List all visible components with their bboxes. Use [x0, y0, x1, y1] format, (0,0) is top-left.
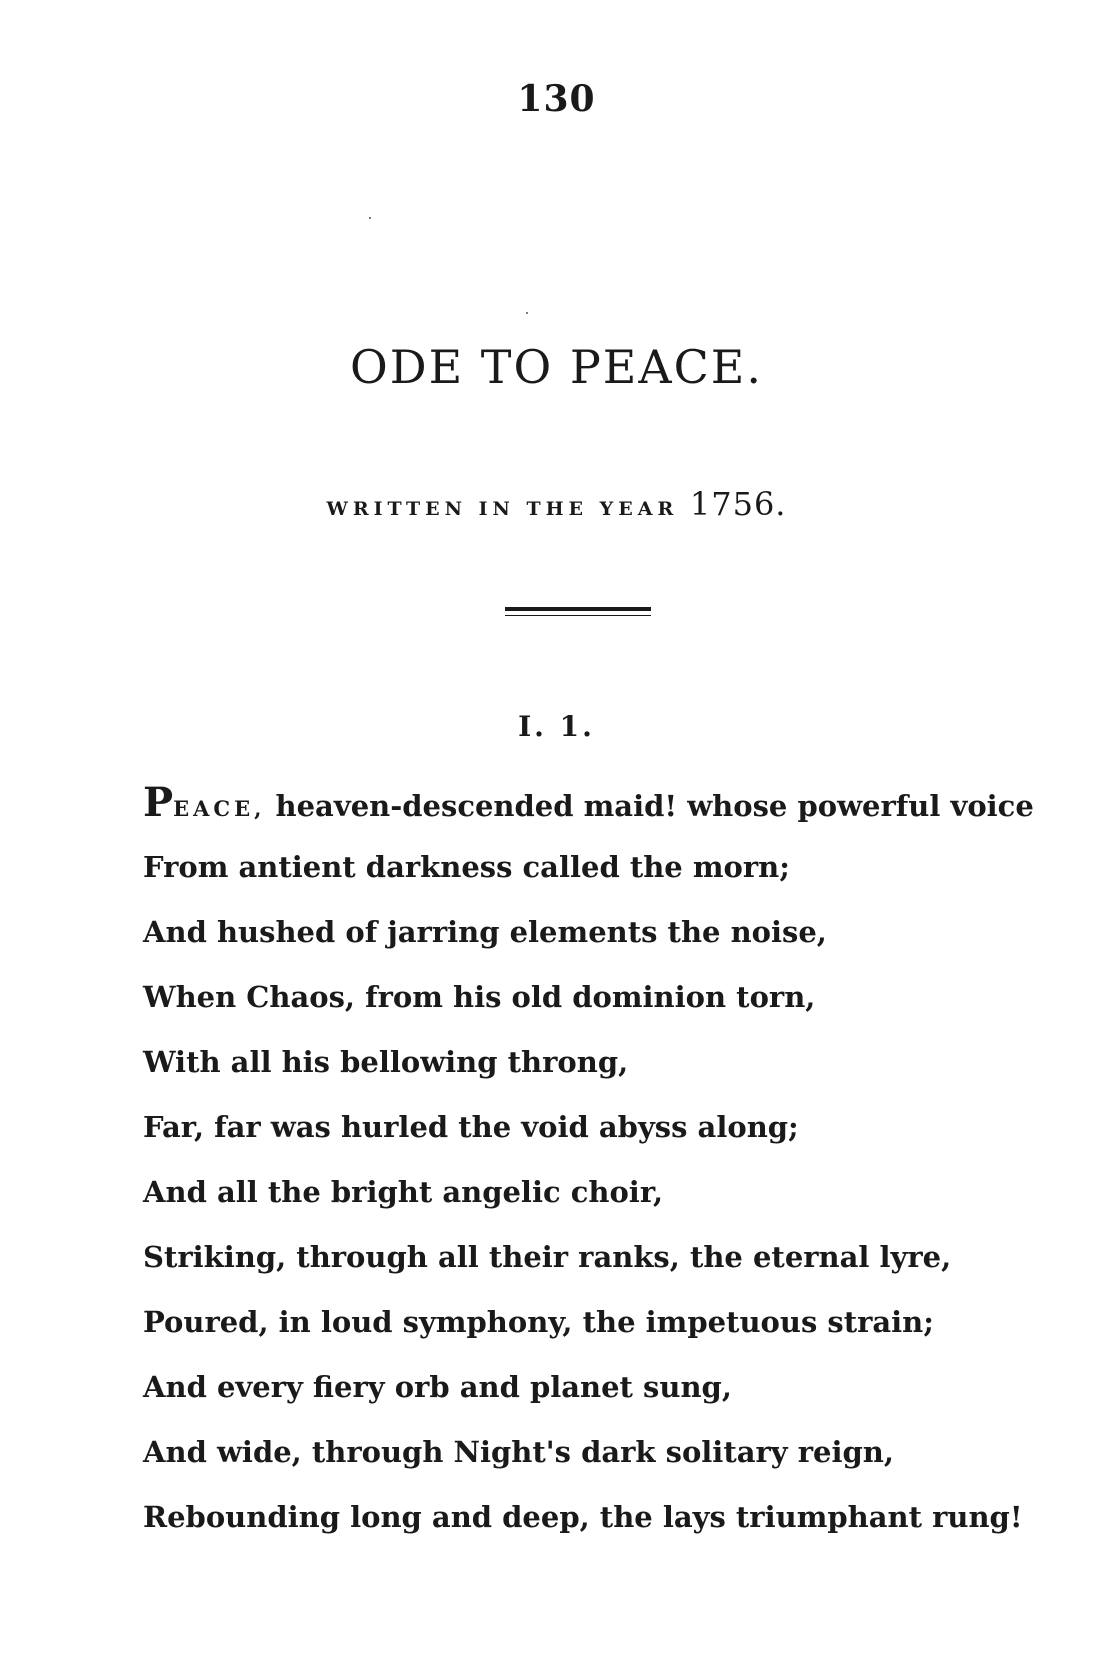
verse-lines — [143, 770, 1083, 1550]
verse-line: And every fiery orb and planet sung, — [143, 1370, 732, 1404]
verse-line: Far, far was hurled the void abyss along; — [143, 1110, 799, 1144]
poem-subtitle — [0, 485, 1113, 523]
print-speck — [369, 217, 371, 219]
first-line-text: heaven-descended maid! whose powerful voice — [265, 789, 1034, 823]
page-number: 130 — [517, 78, 596, 120]
subtitle-text: WRITTEN IN THE YEAR — [326, 498, 679, 520]
drop-cap: P — [143, 779, 174, 826]
stanza-number: I. 1. — [518, 710, 595, 743]
verse-line: And wide, through Night's dark solitary reign, — [143, 1435, 894, 1469]
poem-title: ODE TO PEACE. — [350, 340, 763, 394]
verse-line: Striking, through all their ranks, the eternal lyre, — [143, 1240, 952, 1274]
verse-line: And all the bright angelic choir, — [143, 1175, 664, 1209]
verse-line: Rebounding long and deep, the lays triumphant rung! — [143, 1500, 1023, 1534]
small-caps-word: EACE, — [173, 796, 266, 821]
verse-line: From antient darkness called the morn; — [143, 850, 790, 884]
verse-line: Poured, in loud symphony, the impetuous strain; — [143, 1305, 934, 1339]
verse-line: With all his bellowing throng, — [143, 1045, 629, 1079]
rule-thin — [505, 615, 651, 616]
verse-line: When Chaos, from his old dominion torn, — [143, 980, 816, 1014]
subtitle-year: 1756. — [689, 485, 787, 523]
rule-thick — [505, 607, 651, 611]
verse-line: And hushed of jarring elements the noise, — [143, 915, 827, 949]
ornamental-rule — [505, 607, 651, 619]
verse-line-first — [143, 770, 1083, 835]
print-speck — [526, 312, 528, 314]
